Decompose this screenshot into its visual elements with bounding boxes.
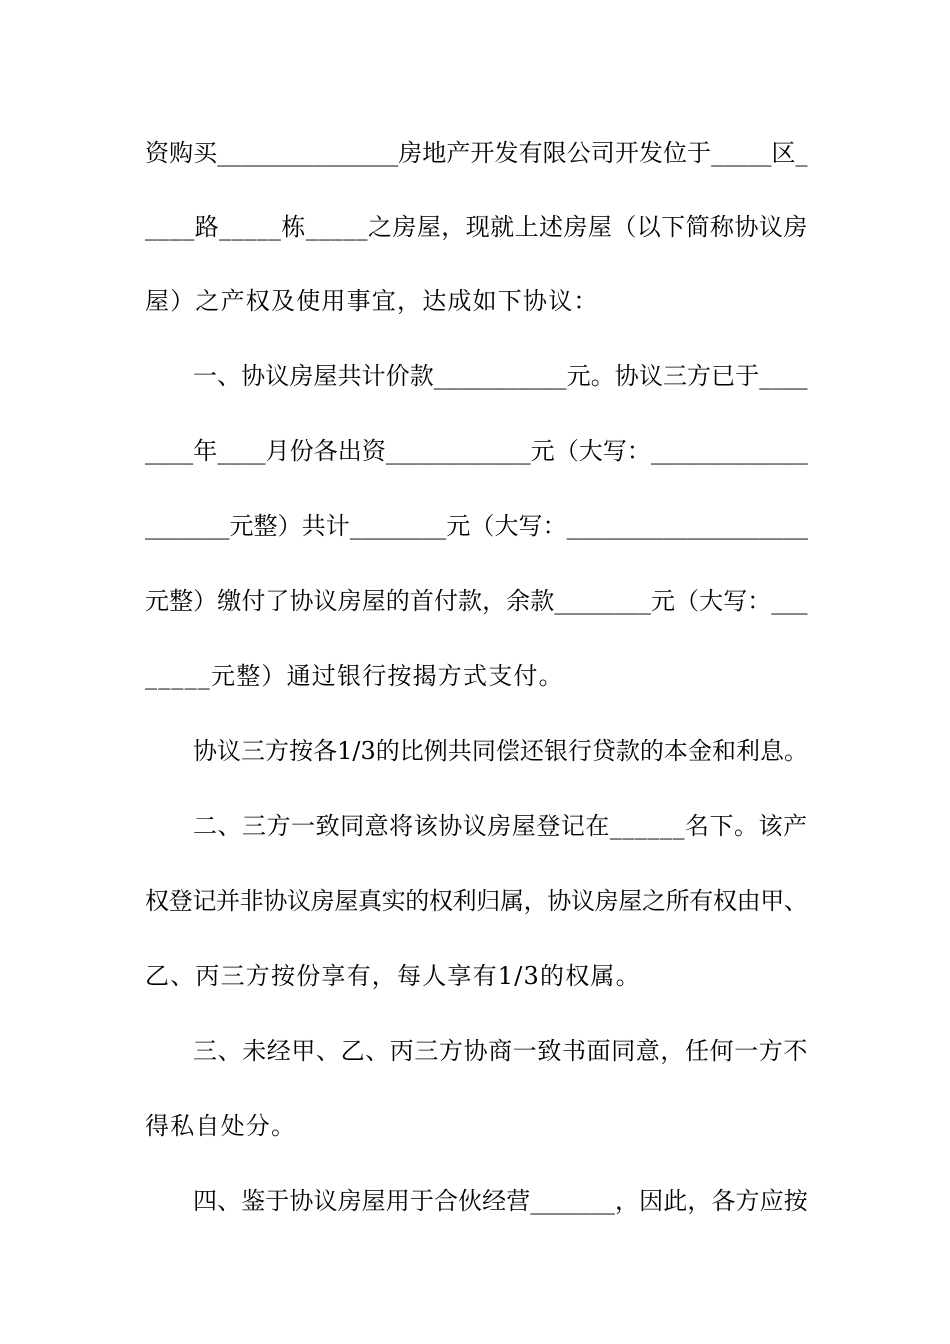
- text-line: 权登记并非协议房屋真实的权利归属，协议房屋之所有权由甲、: [145, 887, 808, 915]
- text-line: 元整）缴付了协议房屋的首付款，余款________元（大写：___: [145, 587, 808, 615]
- clause-1-line: 一、协议房屋共计价款___________元。协议三方已于____: [193, 362, 808, 390]
- text-line: ____路_____栋_____之房屋，现就上述房屋（以下简称协议房: [145, 213, 808, 241]
- clause-3-line: 三、未经甲、乙、丙三方协商一致书面同意，任何一方不: [193, 1037, 808, 1065]
- clause-2-line: 二、三方一致同意将该协议房屋登记在______名下。该产: [193, 812, 808, 840]
- text-line: 屋）之产权及使用事宜，达成如下协议：: [145, 287, 599, 315]
- clause-4-line: 四、鉴于协议房屋用于合伙经营_______，因此，各方应按: [193, 1187, 808, 1215]
- repayment-line: 协议三方按各1/3的比例共同偿还银行贷款的本金和利息。: [193, 737, 809, 765]
- text-line: _______元整）共计________元（大写：____________________: [145, 512, 808, 540]
- text-line: _____元整）通过银行按揭方式支付。: [145, 662, 564, 690]
- text-line: 得私自处分。: [145, 1112, 297, 1140]
- text-line: 乙、丙三方按份享有，每人享有1/3的权属。: [145, 962, 641, 990]
- text-line: ____年____月份各出资____________元（大写：_____________: [145, 437, 808, 465]
- text-line: 资购买_______________房地产开发有限公司开发位于_____区_: [145, 139, 808, 167]
